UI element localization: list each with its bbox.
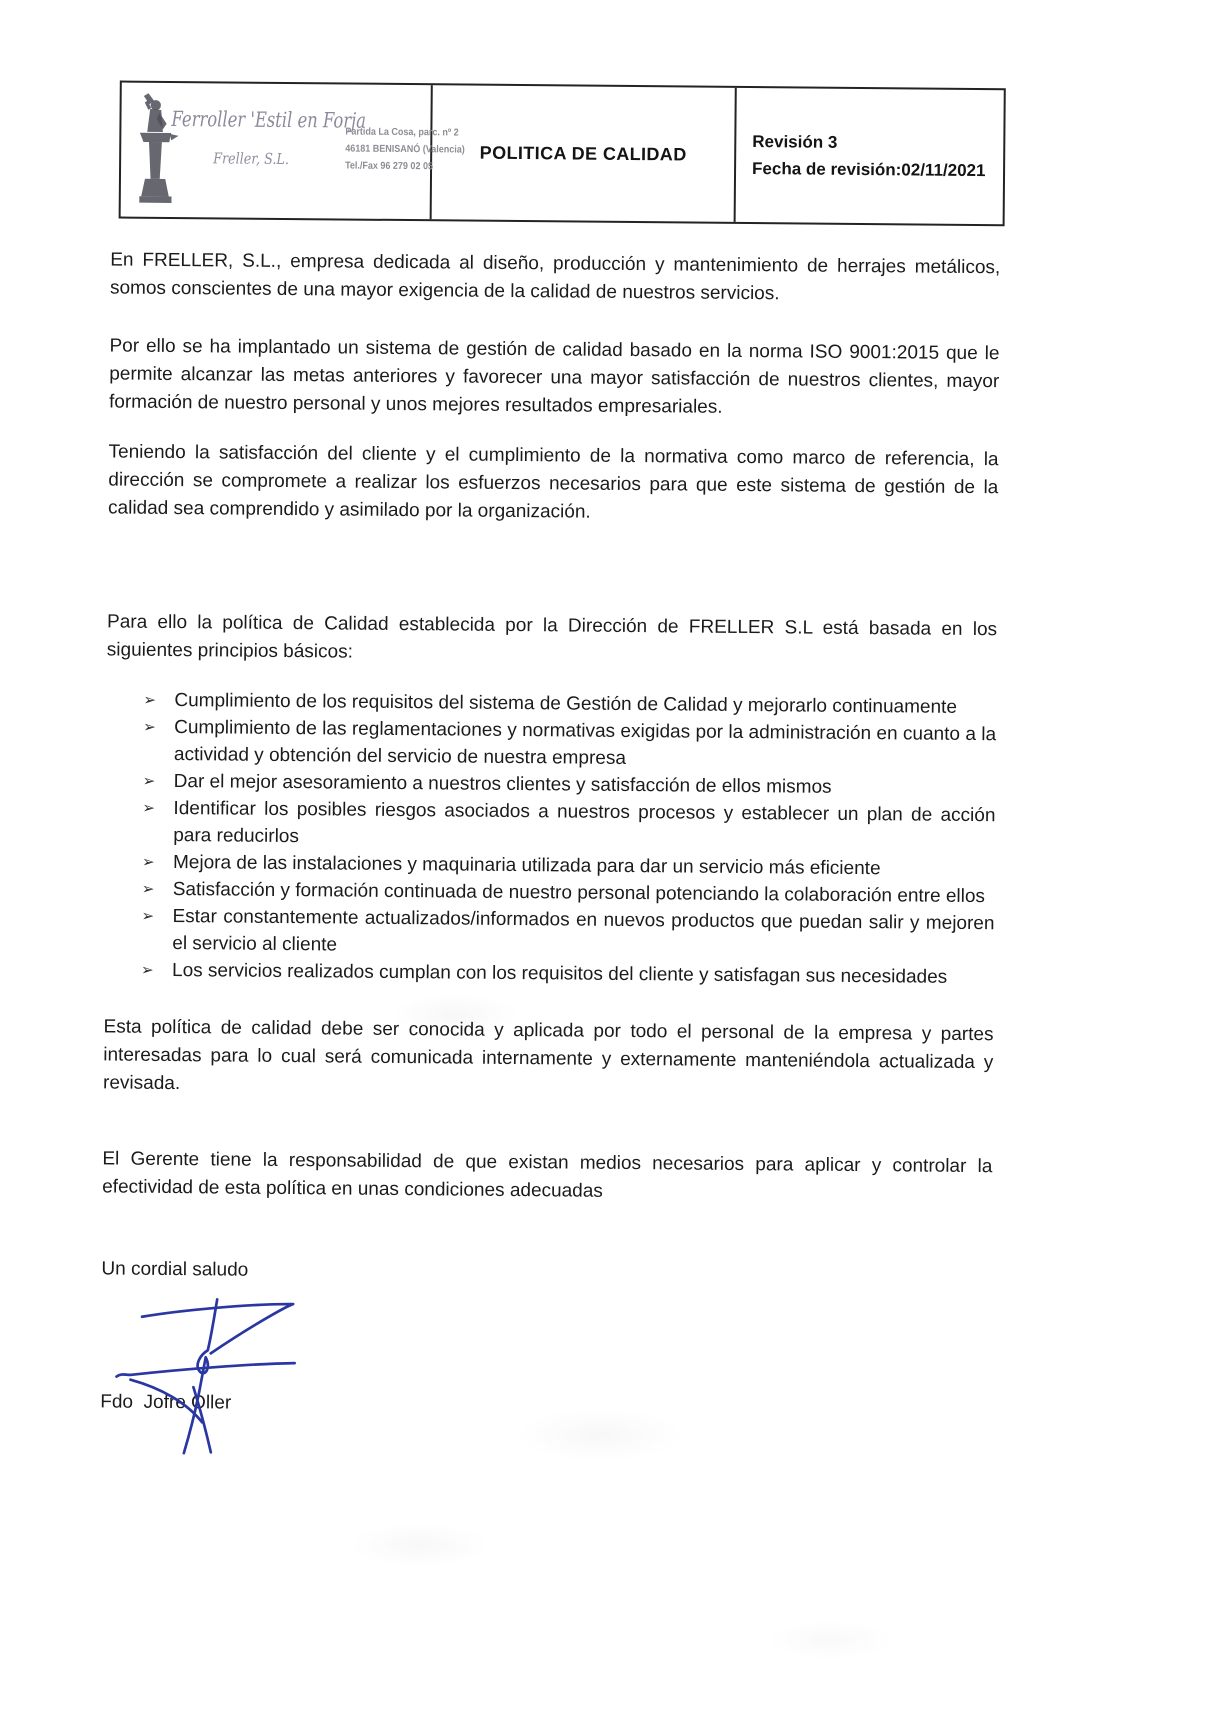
arrow-bullet-icon: ➢ [141,879,155,898]
signature-name: Fdo Jofre Oller [100,1391,232,1414]
principle-item [105,794,995,856]
principle-text: Mejora de las instalaciones y maquinaria utilizada para dar un servicio más eficiente [172,852,881,880]
manager-responsibility-paragraph: El Gerente tiene la responsabilidad de que existan medios necesarios para aplicar y controlar la efectividad de esta política en unas condiciones adecuadas [102,1148,993,1202]
arrow-bullet-icon: ➢ [143,717,156,736]
signature-scribble [100,1289,332,1471]
address-line: Partida La Cosa, parc. nº 2 [345,126,459,139]
address-block [345,123,465,175]
principles-list [104,686,997,991]
principle-text: Cumplimiento de las reglamentaciones y normativas exigidas por la administración en cuanto a la actividad y obtención del servicio de nuestra empresa [173,717,997,769]
revision-number: Revisión 3 [752,132,838,152]
document-body [100,246,1001,1482]
commitment-paragraph: Teniendo la satisfacción del cliente y el cumplimiento de la normativa como marco de referencia, la dirección se compromete a realizar los esfuerzos necesarios para que este sistema de gestión de la calidad sea comprendido y asimilado por la organización. [108,441,999,523]
address-line: 46181 BENISANÓ (Valencia) [345,143,465,156]
principle-text: Estar constantemente actualizados/informados en nuevos productos que puedan salir y mejoren el servicio al cliente [172,906,995,956]
intro-paragraph: En FRELLER, S.L., empresa dedicada al diseño, producción y mantenimiento de herrajes metálicos, somos conscientes de una mayor exigencia de la calidad de nuestros servicios. [109,249,1001,305]
principle-text: Dar el mejor asesoramiento a nuestros clientes y satisfacción de ellos mismos [173,771,832,798]
arrow-bullet-icon: ➢ [141,906,155,925]
arrow-bullet-icon: ➢ [142,771,156,790]
title-cell [432,85,737,222]
document-title: POLITICA DE CALIDAD [479,142,687,164]
address-line: Tel./Fax 96 279 02 05 [345,160,434,173]
signature-block [100,1289,992,1482]
header-table [119,81,1006,227]
principle-item [104,902,994,964]
brand-subscript-text: Freller, S.L. [213,149,290,169]
principle-text: Cumplimiento de los requisitos del sistema de Gestión de Calidad y mejorarlo continuamente [174,690,958,718]
brand-script-text: Ferroller 'Estil en Forja [171,106,367,133]
closing-salutation: Un cordial saludo [101,1258,249,1281]
revision-cell [736,88,1004,224]
revision-date: Fecha de revisión:02/11/2021 [751,159,986,181]
arrow-bullet-icon: ➢ [142,798,156,817]
arrow-bullet-icon: ➢ [141,852,155,871]
iso-system-paragraph: Por ello se ha implantado un sistema de gestión de calidad basado en la norma ISO 9001:2015 que le permite alcanzar las metas anteriores y favorecer una mayor satisfacción de nuestros clientes, mayor formación de nuestro personal y unos mejores resultados empresariales. [108,335,1000,418]
principle-text: Identificar los posibles riesgos asociados a nuestros procesos y establecer un plan de acción para reducirlos [173,798,996,848]
principle-text: Los servicios realizados cumplan con los requisitos del cliente y satisfagan sus necesidades [171,960,948,988]
arrow-bullet-icon: ➢ [140,960,154,979]
principle-item [106,713,996,775]
policy-communication-paragraph: Esta política de calidad debe ser conocida y aplicada por todo el personal de la empresa y partes interesadas para lo cual será comunicada internamente y externamente manteniéndola actualizada y revisada. [102,1016,994,1095]
arrow-bullet-icon: ➢ [143,690,157,709]
logo-cell [121,83,465,220]
principle-text: Satisfacción y formación continuada de nuestro personal potenciando la colaboración entre ellos [172,879,986,908]
principles-intro-paragraph: Para ello la política de Calidad establecida por la Dirección de FRELLER S.L está basada en los siguientes principios básicos: [106,611,998,663]
